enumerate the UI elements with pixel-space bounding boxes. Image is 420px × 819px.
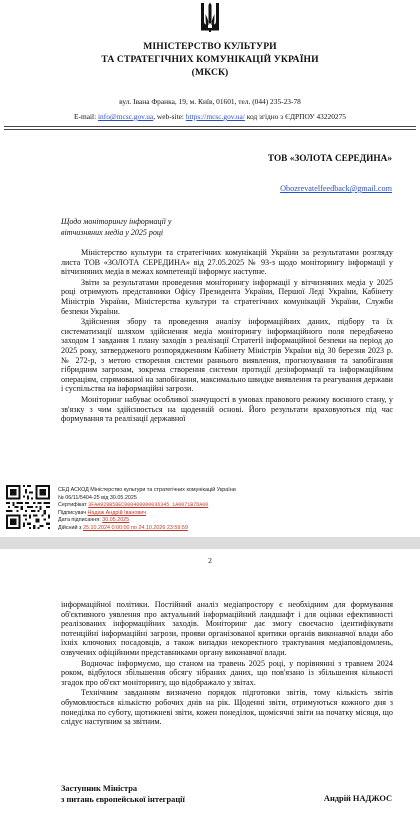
ministry-line-2: ТА СТРАТЕГІЧНИХ КОМУНІКАЦІЙ УКРАЇНИ — [101, 54, 319, 65]
stamp-validity: Дійсний з 25.10.2024 0:00:00 по 24.10.2026 23:59:59 — [58, 524, 188, 531]
ministry-email-link[interactable]: info@mcsc.gov.ua — [98, 112, 154, 121]
ministry-address: вул. Івана Франка, 19, м. Київ, 01601, тел. (044) 235-23-78 — [119, 97, 301, 106]
stamp-system-line: СЕД АСКОД Міністерство культури та стратегічних комунікацій України — [58, 487, 236, 493]
body-paragraph: Міністерство культури та стратегічних комунікацій України за результатами розгляду листа ТОВ «ЗОЛОТА СЕРЕДИНА» від 27.05.2025 № 93-з щодо моніторингу інформації у вітчизняних медіа в межах компетенції інформує наступне. — [61, 248, 393, 277]
digital-signature-stamp — [58, 487, 268, 533]
signer-title-line-2: з питань європейської інтеграції — [61, 794, 185, 804]
header-divider-top — [4, 126, 416, 127]
ministry-name — [0, 40, 420, 79]
recipient-email-link[interactable]: Obozrevatelfeedback@gmail.com — [280, 184, 392, 193]
ministry-website-link[interactable]: https://mcsc.gov.ua/ — [185, 112, 245, 121]
signer-title-line-1: Заступник Міністра — [61, 784, 138, 793]
stamp-registration-number: № 06/11/5404-25 від 30.05.2025 — [58, 494, 137, 501]
letter-subject: Щодо моніторингу інформації у вітчизняних медіа у 2025 році — [61, 217, 172, 237]
recipient-name: ТОВ «ЗОЛОТА СЕРЕДИНА» — [267, 154, 392, 164]
page-number: 2 — [208, 556, 212, 565]
qr-code-icon — [6, 485, 50, 529]
stamp-certificate-value: 3FAA928B58EC000400000036345 1A0071B7DA00 — [88, 502, 209, 509]
body-paragraph: Звіти за результатами проведення моніторингу інформації у вітчизняних медіа у 2025 році отримують представники Офісу Президента України, Першої Леді України, Кабінету Міністрів України, Міністерства культури та стратегічних комунікацій України, Служби безпеки України. — [61, 277, 393, 316]
stamp-signing-date: Дата підписання: 30.05.2025 — [58, 517, 130, 524]
signer-name: Андрій НАДЖОС — [323, 794, 392, 803]
trident-icon — [199, 2, 221, 32]
stamp-signer-value: Надаж Андрій Іванович — [87, 509, 147, 516]
stamp-signer: Підписувач Надаж Андрій Іванович — [58, 509, 147, 516]
header-divider-bottom — [4, 129, 416, 130]
ministry-abbr: (МКСК) — [191, 67, 229, 78]
stamp-certificate: Сертифікат 3FAA928B58EC000400000036345 1A0071B7DA00 — [58, 502, 209, 509]
web-label: , web-site: — [153, 112, 186, 121]
body-paragraph: Водночас інформуємо, що станом на травень 2025 році, у порівнянні з травнем 2024 роком, відбулося збільшення обсягу зібраних даних, що пов'язано із збільшення кількості згадок про об'єкт моніторингу, що відображало у звітах. — [61, 658, 393, 687]
edrpou-code: код згідно з ЄДРПОУ 43220275 — [244, 112, 347, 121]
body-paragraph: Моніторинг набуває особливої значущості в умовах правового режиму воєнного стану, у зв'язку з чим здійснюється на щоденній основі. Його результати враховуються під час формування та реалізації державної — [61, 394, 393, 424]
letter-body-page-2 — [61, 600, 393, 727]
document-page-2 — [0, 549, 420, 819]
body-paragraph: інформаційної політики. Постійний аналіз медіапростору є необхідним для формування об'єктивного уявлення про актуальний інформаційний ландшафт і для оцінки ефективності реалізованих інформаційних заходів. Моніторинг дає змогу своєчасно ідентифікувати потенційні інформаційні загрози, прояви організованої критики органів виконавчої влади або їхніх ключових посадовців, а також випадки некоректного трактування медіаповідомлень, озвучених офіційними представниками органу виконавчої влади. — [61, 600, 393, 657]
stamp-date-value: 30.05.2025 — [102, 517, 130, 524]
body-paragraph: Технічним завданням визначено порядок підготовки звітів, тому кількість звітів обумовлюється кількістю робочих днів на рік. Щоденні звіти, отримуються кожного дня з понеділка по суботу, щотижневі звіти, кожен понеділок, щомісячні звіти на початку місяця, що слідує наступним за звітним. — [61, 688, 393, 727]
body-paragraph: Здійснення збору та проведення аналізу інформаційних даних, підбору та їх систематизації шляхом здійснення медіа моніторингу інформаційного поля передбачено заходом 1 завдання 1 плану заходів з реалізації Стратегії інформаційної безпеки на період до 2025 року, затвердженого розпорядженням Кабінету Міністрів України від 30 березня 2023 р. № 272-р, з метою створення системи раннього виявлення, прогнозування та запобігання гібридним загрозам, зокрема створення системи протидії дезінформації та інформаційним операціям, спрямованої на запобігання, максимально швидке виявлення та реагування держави і суспільства на інформаційні загрози. — [61, 317, 393, 394]
ministry-line-1: МІНІСТЕРСТВО КУЛЬТУРИ — [143, 41, 277, 52]
stamp-validity-value: 25.10.2024 0:00:00 по 24.10.2026 23:59:59 — [83, 524, 188, 531]
letter-body-page-1 — [61, 248, 393, 424]
email-label: E-mail: — [73, 112, 98, 121]
signer-title — [61, 784, 185, 805]
contact-line — [4, 112, 416, 121]
